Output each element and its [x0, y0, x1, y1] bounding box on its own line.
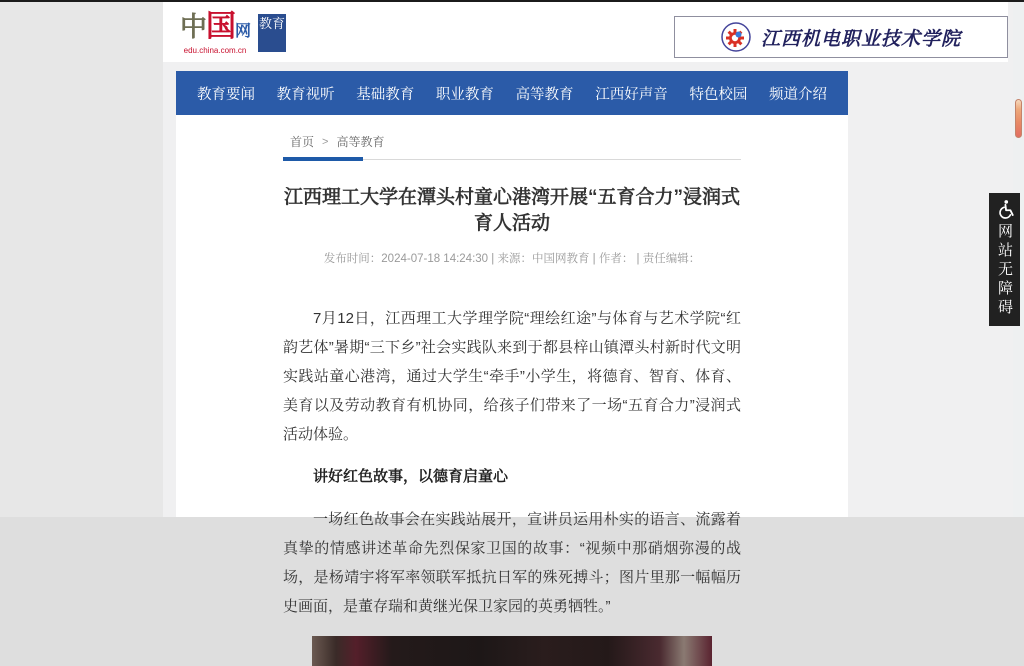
nav-item-higher-edu[interactable]: 高等教育: [515, 86, 574, 103]
site-logo[interactable]: [180, 10, 286, 55]
wheelchair-icon: [995, 199, 1015, 219]
article-paragraph: 7月12日，江西理工大学理学院“理绘红途”与体育与艺术学院“红韵艺体”暑期“三下乡”社会实践队来到于都县梓山镇潭头村新时代文明实践站童心港湾，通过大学生“牵手”小学生，将德育、智育、体育、美育以及劳动教育有机协同，给孩子们带来了一场“五育合力”浸润式活动体验。: [283, 310, 741, 443]
article-meta: 发布时间：2024-07-18 14:24:30 | 来源：中国网教育 | 作者： | 责任编辑：: [323, 253, 701, 265]
breadcrumb: [176, 115, 848, 150]
brand-char-guo: 国: [206, 9, 235, 44]
nav-item-channel-intro[interactable]: 频道介绍: [768, 86, 827, 103]
breadcrumb-current-link[interactable]: 高等教育: [336, 135, 385, 149]
nav-item-edu-news[interactable]: 教育要闻: [197, 86, 255, 103]
main-nav: [176, 71, 848, 115]
edu-channel-badge: 教育: [258, 14, 286, 52]
college-banner-text: 江西机电职业技术学院: [760, 27, 961, 50]
college-gear-logo-icon: [721, 22, 751, 52]
brand-char-wang: 网: [235, 21, 251, 40]
site-header: [163, 2, 1008, 62]
breadcrumb-divider: [283, 159, 741, 160]
brand-char-zhong: 中: [180, 12, 206, 43]
article-paragraph: 一场红色故事会在实践站展开，宣讲员运用朴实的语言、流露着真挚的情感讲述革命先烈保家卫国的故事：“视频中那硝烟弥漫的战场，是杨靖宇将军率领联军抵抗日军的殊死搏斗；图片里那一幅幅历史画面，是董存瑞和黄继光保卫家园的英勇牺牲。”: [283, 511, 741, 615]
article-title: 江西理工大学在潭头村童心港湾开展“五育合力”浸润式育人活动: [283, 187, 740, 234]
accessibility-label: 网站无障碍: [996, 223, 1013, 318]
nav-item-vocational-edu[interactable]: 职业教育: [435, 86, 494, 103]
breadcrumb-home-link[interactable]: 首页: [290, 135, 315, 149]
accessibility-widget[interactable]: [989, 193, 1020, 326]
article-container: [176, 115, 848, 615]
nav-item-featured-campus[interactable]: 特色校园: [689, 86, 748, 103]
nav-item-basic-edu[interactable]: 基础教育: [356, 86, 415, 103]
article-subheading: 讲好红色故事，以德育启童心: [313, 468, 509, 485]
brand-url: edu.china.com.cn: [183, 46, 247, 55]
breadcrumb-separator: >: [322, 135, 329, 148]
nav-item-edu-video[interactable]: 教育视听: [276, 86, 335, 103]
brand-wordmark: [180, 10, 250, 48]
article-photo: [312, 636, 712, 666]
college-banner-ad[interactable]: [674, 16, 1008, 58]
nav-item-jiangxi-voice[interactable]: 江西好声音: [595, 86, 668, 103]
scrollbar-thumb[interactable]: [1015, 99, 1022, 138]
